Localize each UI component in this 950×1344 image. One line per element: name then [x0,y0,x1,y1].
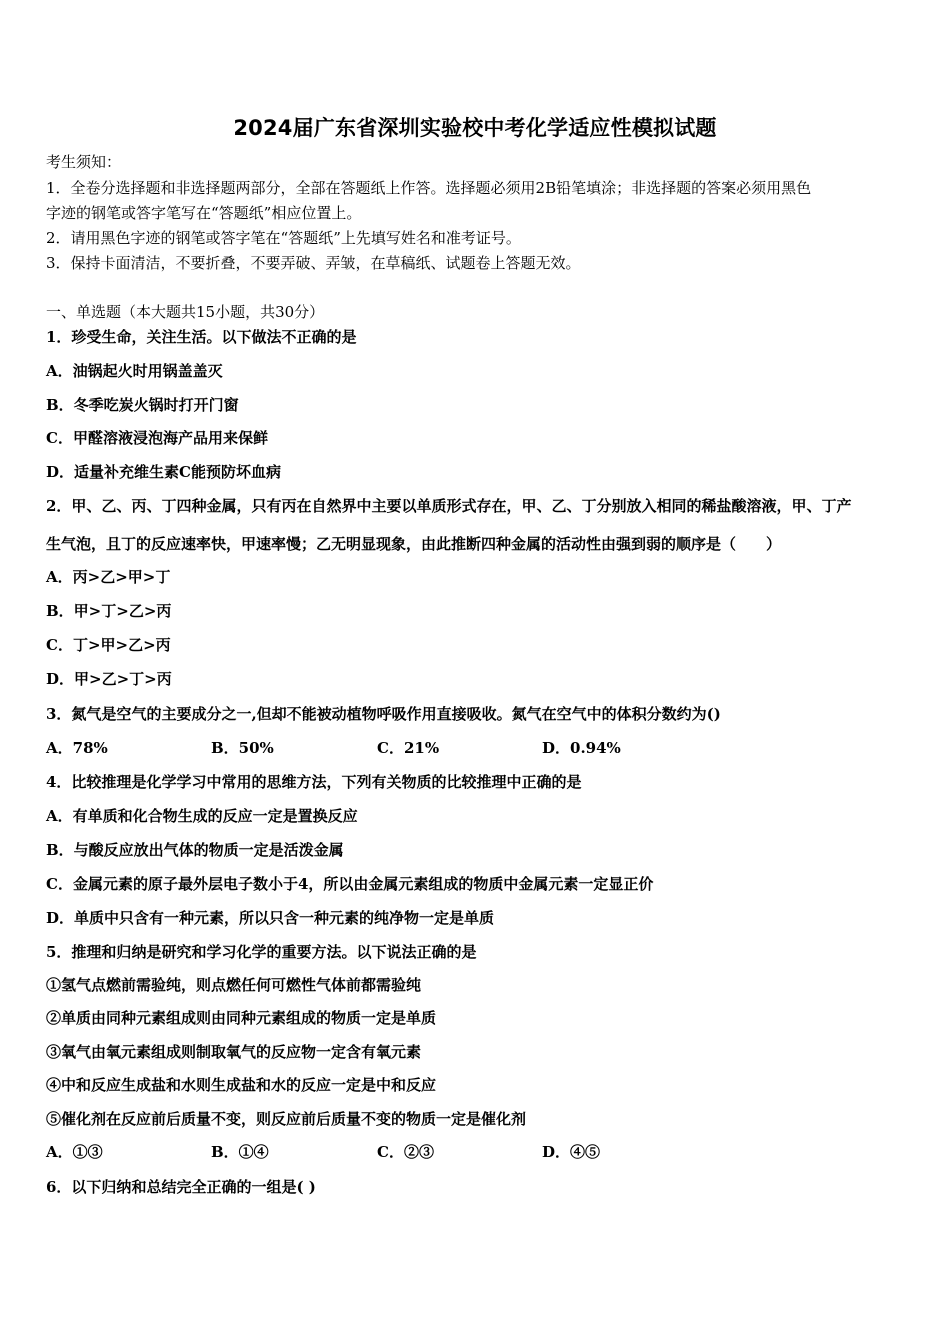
question-1-stem: 1．珍受生命，关注生活。以下做法不正确的是 [46,328,357,346]
question-1-option-a: A．油锅起火时用锅盖盖灭 [46,362,223,380]
question-3-option-c: C．21% [377,739,440,757]
question-1-option-d: D．适量补充维生素C能预防坏血病 [46,463,281,481]
question-5-option-a: A．①③ [46,1143,103,1161]
question-2-stem: 2．甲、乙、丙、丁四种金属，只有丙在自然界中主要以单质形式存在，甲、乙、丁分别放入相同的稀盐酸溶液，甲、丁产 [46,497,852,515]
notice-item: 3．保持卡面清洁，不要折叠，不要弄破、弄皱，在草稿纸、试题卷上答题无效。 [46,254,581,272]
question-5-option-d: D．④⑤ [542,1143,601,1161]
question-2-option-b: B．甲>丁>乙>丙 [46,602,172,620]
page-title: 2024届广东省深圳实验校中考化学适应性模拟试题 [233,116,717,140]
question-4-stem: 4．比较推理是化学学习中常用的思维方法，下列有关物质的比较推理中正确的是 [46,773,582,791]
question-3-stem: 3．氮气是空气的主要成分之一,但却不能被动植物呼吸作用直接吸收。氮气在空气中的体积分数约为() [46,705,721,723]
question-6-stem: 6．以下归纳和总结完全正确的一组是( ) [46,1178,316,1196]
question-5-stem: 5．推理和归纳是研究和学习化学的重要方法。以下说法正确的是 [46,943,477,961]
question-3-option-a: A．78% [46,739,108,757]
question-2-option-d: D．甲>乙>丁>丙 [46,670,172,688]
notice-item: 2．请用黑色字迹的钢笔或答字笔在“答题纸”上先填写姓名和准考证号。 [46,229,521,247]
question-2-option-c: C．丁>甲>乙>丙 [46,636,171,654]
question-2-stem: 生气泡，且丁的反应速率快，甲速率慢；乙无明显现象，由此推断四种金属的活动性由强到弱的顺序是（ ） [46,535,782,553]
notice-item: 1．全卷分选择题和非选择题两部分，全部在答题纸上作答。选择题必须用2B铅笔填涂；非选择题的答案必须用黑色 [46,179,812,197]
question-1-option-c: C．甲醛溶液浸泡海产品用来保鲜 [46,429,268,447]
notice-heading: 考生须知： [46,153,122,171]
question-3-option-b: B．50% [211,739,274,757]
question-2-option-a: A．丙>乙>甲>丁 [46,568,171,586]
question-5-option-c: C．②③ [377,1143,434,1161]
question-4-option-c: C．金属元素的原子最外层电子数小于4，所以由金属元素组成的物质中金属元素一定显正价 [46,875,654,893]
question-4-option-a: A．有单质和化合物生成的反应一定是置换反应 [46,807,358,825]
question-1-option-b: B．冬季吃炭火锅时打开门窗 [46,396,239,414]
question-3-option-d: D．0.94% [542,739,621,757]
question-5-statement: ⑤催化剂在反应前后质量不变，则反应前后质量不变的物质一定是催化剂 [46,1110,527,1128]
question-4-option-b: B．与酸反应放出气体的物质一定是活泼金属 [46,841,344,859]
notice-item: 字迹的钢笔或答字笔写在“答题纸”相应位置上。 [46,204,362,222]
question-5-statement: ①氢气点燃前需验纯，则点燃任何可燃性气体前都需验纯 [46,976,422,994]
question-5-statement: ④中和反应生成盐和水则生成盐和水的反应一定是中和反应 [46,1076,437,1094]
question-4-option-d: D．单质中只含有一种元素，所以只含一种元素的纯净物一定是单质 [46,909,495,927]
question-5-statement: ③氧气由氧元素组成则制取氧气的反应物一定含有氧元素 [46,1043,422,1061]
question-5-statement: ②单质由同种元素组成则由同种元素组成的物质一定是单质 [46,1009,437,1027]
section-heading: 一、单选题（本大题共15小题，共30分） [46,303,325,321]
question-5-option-b: B．①④ [211,1143,269,1161]
